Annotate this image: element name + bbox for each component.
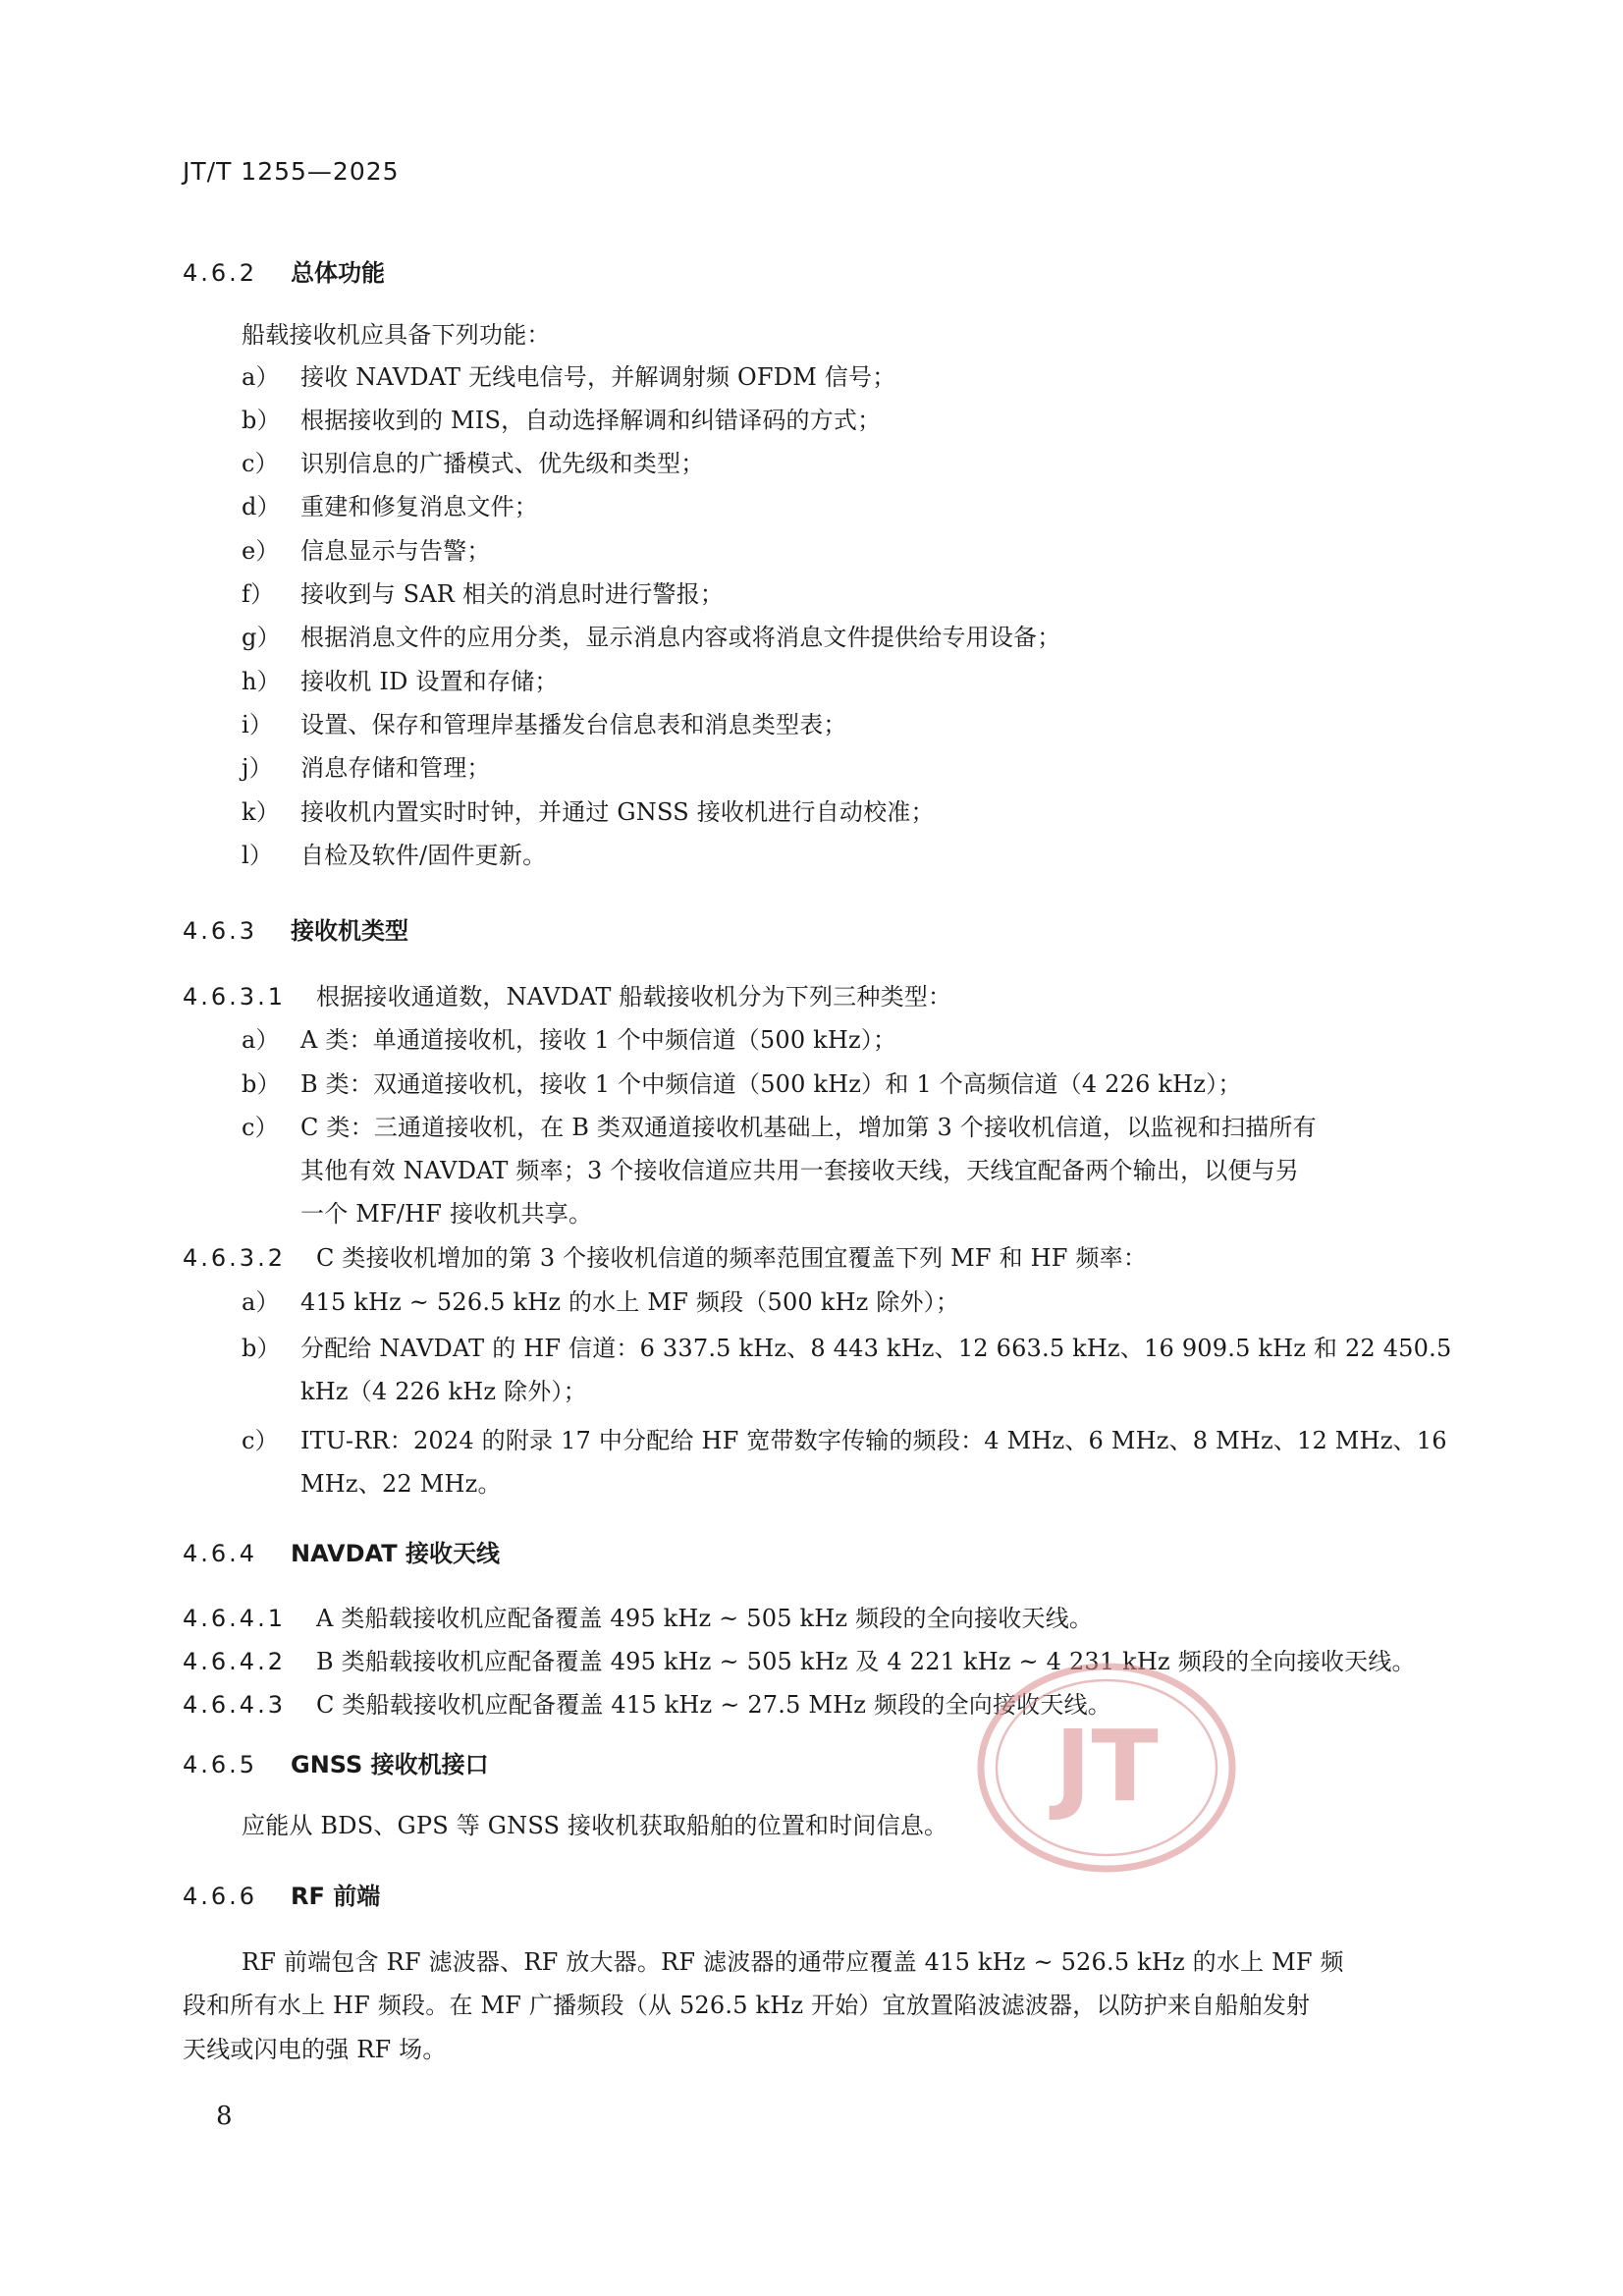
list-item: d） 重建和修复消息文件； bbox=[242, 493, 538, 520]
clause-4-6-4-1: 4.6.4.1 A 类船载接收机应配备覆盖 495 kHz ~ 505 kHz 频段的全向接收天线。 bbox=[183, 1605, 1094, 1632]
list-item: a） A 类：单通道接收机，接收 1 个中频信道（500 kHz）； bbox=[242, 1026, 897, 1054]
paragraph-line: 段和所有水上 HF 频段。在 MF 广播频段（从 526.5 kHz 开始）宜放置陷波滤波器，以防护来自船舶发射 bbox=[183, 1992, 1311, 2019]
paragraph-line: RF 前端包含 RF 滤波器、RF 放大器。RF 滤波器的通带应覆盖 415 kHz ~ 526.5 kHz 的水上 MF 频 bbox=[242, 1948, 1344, 1976]
section-intro: 船载接收机应具备下列功能： bbox=[242, 321, 551, 349]
list-item: f） 接收到与 SAR 相关的消息时进行警报； bbox=[242, 580, 725, 608]
section-number: 4.6.3 bbox=[183, 917, 258, 945]
list-item: k） 接收机内置实时时钟，并通过 GNSS 接收机进行自动校准； bbox=[242, 798, 935, 826]
list-item: c） ITU-RR：2024 的附录 17 中分配给 HF 宽带数字传输的频段：4 MHz、6 MHz、8 MHz、12 MHz、16 bbox=[242, 1427, 1447, 1454]
clause-4-6-3-2: 4.6.3.2 C 类接收机增加的第 3 个接收机信道的频率范围宜覆盖下列 MF 和 HF 频率： bbox=[183, 1244, 1148, 1272]
section-number: 4.6.5 bbox=[183, 1751, 258, 1778]
list-item: c） C 类：三通道接收机，在 B 类双通道接收机基础上，增加第 3 个接收机信道，以监视和扫描所有 bbox=[242, 1114, 1317, 1141]
list-item: g） 根据消息文件的应用分类，显示消息内容或将消息文件提供给专用设备； bbox=[242, 624, 1061, 651]
list-item: c） 识别信息的广播模式、优先级和类型； bbox=[242, 450, 705, 477]
section-number: 4.6.4 bbox=[183, 1540, 258, 1567]
paragraph-line: 天线或闪电的强 RF 场。 bbox=[183, 2036, 447, 2063]
jt-watermark-stamp bbox=[972, 1655, 1242, 1881]
list-item-continuation: kHz（4 226 kHz 除外）； bbox=[300, 1378, 587, 1405]
section-4-6-4-heading bbox=[183, 1534, 500, 1573]
list-item: e） 信息显示与告警； bbox=[242, 537, 491, 565]
list-item-continuation: 其他有效 NAVDAT 频率；3 个接收信道应共用一套接收天线，天线宜配备两个输出，以便与另 bbox=[300, 1157, 1300, 1184]
stamp-text: JT bbox=[1055, 1709, 1159, 1824]
section-title: NAVDAT 接收天线 bbox=[291, 1540, 500, 1567]
section-title: GNSS 接收机接口 bbox=[291, 1751, 489, 1778]
list-item-continuation: MHz、22 MHz。 bbox=[300, 1470, 502, 1498]
section-title: RF 前端 bbox=[291, 1883, 381, 1910]
list-item: b） 分配给 NAVDAT 的 HF 信道：6 337.5 kHz、8 443 kHz、12 663.5 kHz、16 909.5 kHz 和 22 450.5 bbox=[242, 1335, 1452, 1362]
section-number: 4.6.6 bbox=[183, 1883, 258, 1910]
page-number: 8 bbox=[216, 2102, 233, 2131]
list-item: b） B 类：双通道接收机，接收 1 个中频信道（500 kHz）和 1 个高频信道（4 226 kHz）； bbox=[242, 1070, 1242, 1098]
list-item: h） 接收机 ID 设置和存储； bbox=[242, 668, 559, 695]
section-4-6-2-heading bbox=[183, 253, 385, 293]
document-code: JT/T 1255—2025 bbox=[183, 157, 400, 186]
section-4-6-5-heading bbox=[183, 1745, 489, 1784]
section-4-6-3-heading bbox=[183, 911, 408, 951]
clause-4-6-3-1: 4.6.3.1 根据接收通道数，NAVDAT 船载接收机分为下列三种类型： bbox=[183, 983, 952, 1011]
section-4-6-6-heading bbox=[183, 1877, 380, 1916]
clause-4-6-4-3: 4.6.4.3 C 类船载接收机应配备覆盖 415 kHz ~ 27.5 MHz 频段的全向接收天线。 bbox=[183, 1691, 1111, 1719]
section-number: 4.6.2 bbox=[183, 259, 258, 287]
list-item: i） 设置、保存和管理岸基播发台信息表和消息类型表； bbox=[242, 711, 847, 738]
clause-4-6-4-2: 4.6.4.2 B 类船载接收机应配备覆盖 495 kHz ~ 505 kHz 及 4 221 kHz ~ 4 231 kHz 频段的全向接收天线。 bbox=[183, 1648, 1416, 1675]
list-item: a） 接收 NAVDAT 无线电信号，并解调射频 OFDM 信号； bbox=[242, 363, 896, 391]
section-title: 接收机类型 bbox=[291, 917, 408, 945]
list-item: b） 根据接收到的 MIS，自动选择解调和纠错译码的方式； bbox=[242, 407, 882, 434]
list-item: a） 415 kHz ~ 526.5 kHz 的水上 MF 频段（500 kHz 除外）； bbox=[242, 1288, 960, 1316]
list-item-continuation: 一个 MF/HF 接收机共享。 bbox=[300, 1200, 593, 1228]
section-title: 总体功能 bbox=[291, 259, 385, 287]
list-item: l） 自检及软件/固件更新。 bbox=[242, 842, 547, 869]
paragraph: 应能从 BDS、GPS 等 GNSS 接收机获取船舶的位置和时间信息。 bbox=[242, 1812, 948, 1839]
list-item: j） 消息存储和管理； bbox=[242, 754, 491, 782]
